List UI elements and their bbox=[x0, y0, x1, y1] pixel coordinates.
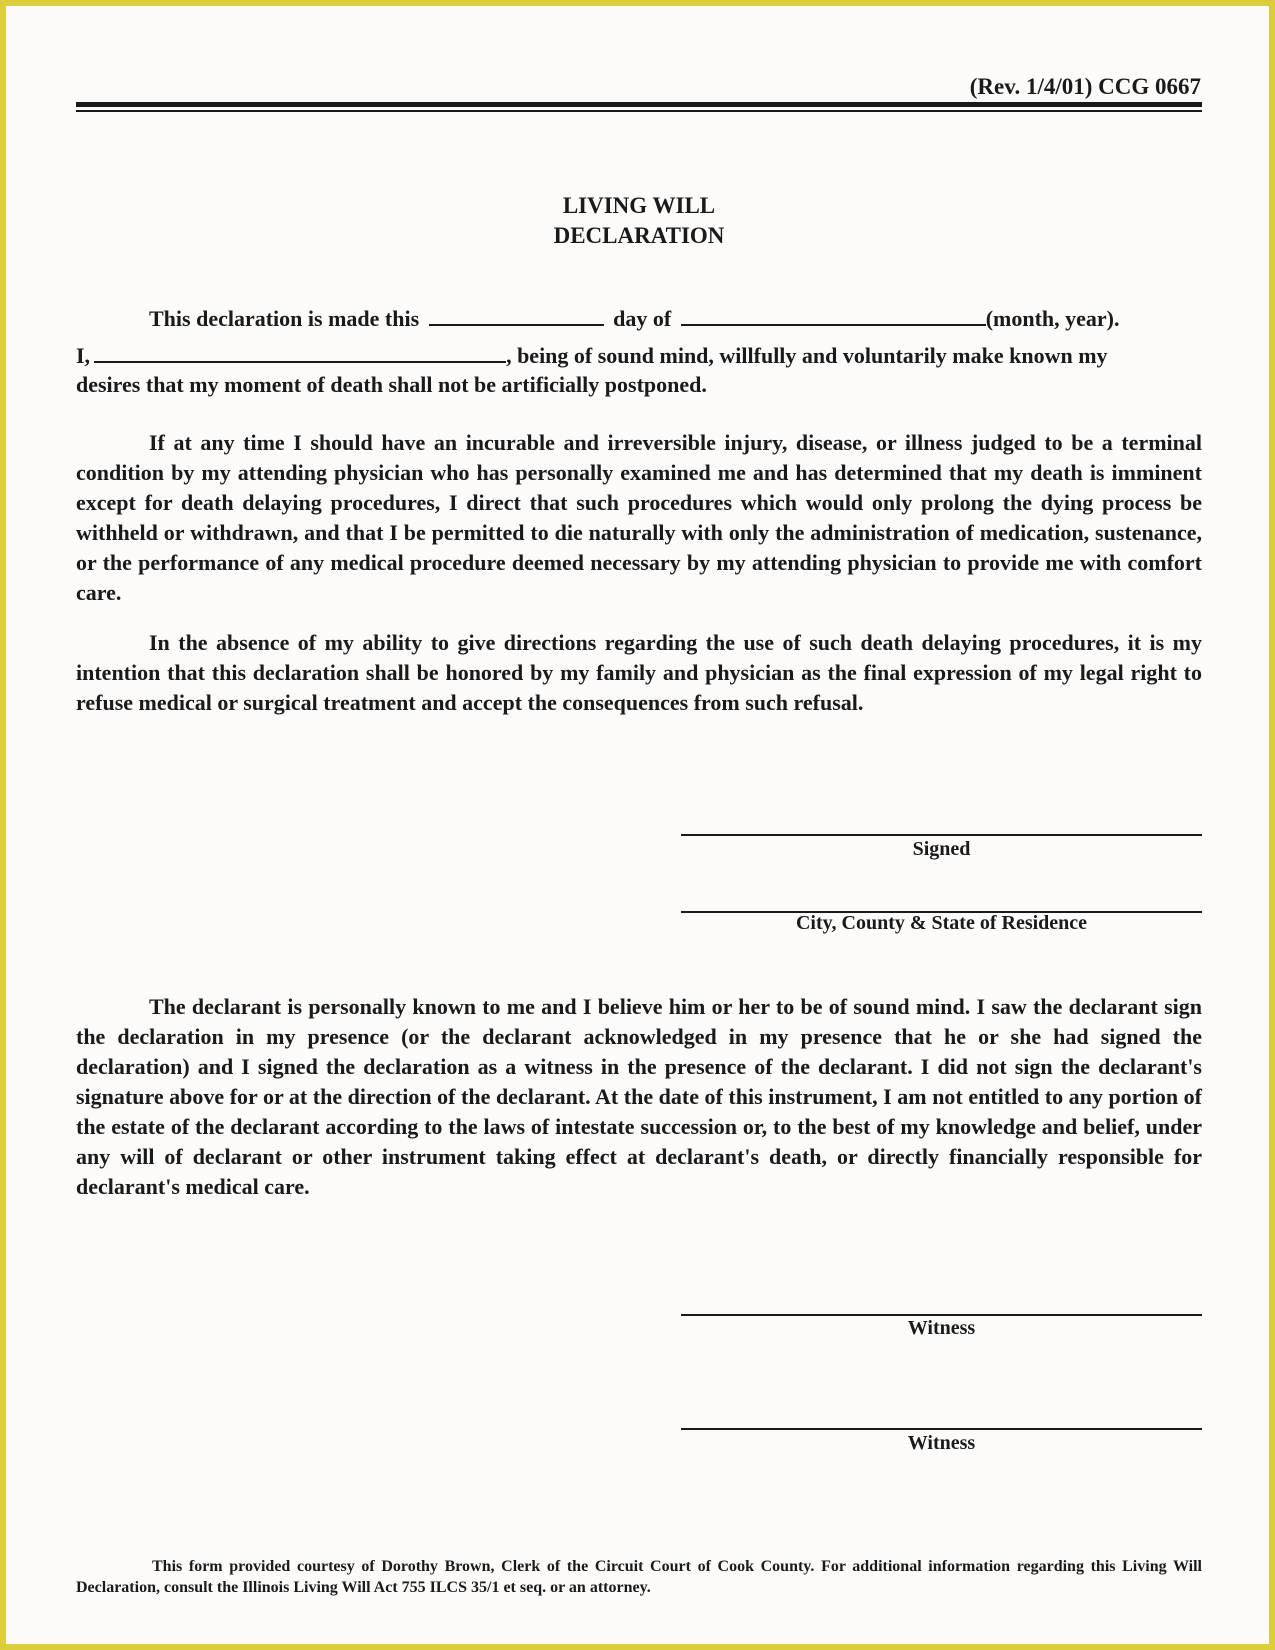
paragraph-witness-statement bbox=[76, 992, 1202, 1202]
declarant-name-blank-field[interactable] bbox=[94, 341, 506, 363]
declaration-intro: This declaration is made this bbox=[149, 306, 420, 331]
witness-2-label: Witness bbox=[907, 1432, 976, 1454]
paragraph-text: In the absence of my ability to give directions regarding the use of such death delaying procedures, it is my intention that this declaration shall be honored by my family and physician as the final expression of my legal right to refuse medical or surgical treatment and accept the consequences from such refusal. bbox=[76, 630, 1202, 715]
title-line-2: DECLARATION bbox=[553, 223, 725, 248]
document-title bbox=[76, 191, 1202, 251]
declaration-date-line bbox=[76, 304, 1202, 332]
header-rule-thin bbox=[76, 110, 1202, 112]
footer-text: This form provided courtesy of Dorothy Brown, Clerk of the Circuit Court of Cook County. For additional information regarding this Living Will Declaration, consult the Illinois Living Will Act 755 ILCS 35/1 et seq. or an attorney. bbox=[76, 1558, 1202, 1596]
revision-code: (Rev. 1/4/01) CCG 0667 bbox=[969, 74, 1201, 99]
declarant-statement: , being of sound mind, willfully and voluntarily make known my bbox=[506, 343, 1108, 368]
signed-label: Signed bbox=[912, 838, 971, 860]
paragraph-absence bbox=[76, 628, 1202, 718]
title-line-1: LIVING WILL bbox=[562, 193, 716, 218]
residence-label: City, County & State of Residence bbox=[795, 912, 1088, 934]
declaration-name-line bbox=[76, 341, 1202, 369]
month-year-blank-field[interactable] bbox=[681, 304, 986, 326]
paragraph-text: The declarant is personally known to me and I believe him or her to be of sound mind. I saw the declarant sign the declaration in my presence (or the declarant acknowledged in my presence that he or she had signed the declaration) and I signed the declaration as a witness in the presence of the declarant. I did not sign the declarant's signature above for or at the direction of the declarant. At the date of this instrument, I am not entitled to any portion of the estate of the declarant according to the laws of intestate succession or, to the best of my knowledge and belief, under any will of declarant or other instrument taking effect at declarant's death, or directly financially responsible for declarant's medical care. bbox=[76, 994, 1202, 1199]
signature-line[interactable] bbox=[681, 834, 1202, 836]
header-rule-thick bbox=[76, 102, 1202, 107]
day-of-label: day of bbox=[613, 306, 672, 331]
document-page bbox=[6, 6, 1269, 1644]
witness-2-line[interactable] bbox=[681, 1428, 1202, 1430]
paragraph-terminal-condition bbox=[76, 428, 1202, 608]
declaration-desire-line: desires that my moment of death shall not be artificially postponed. bbox=[76, 372, 707, 397]
declarant-prefix: I, bbox=[76, 343, 91, 368]
witness-1-label: Witness bbox=[907, 1317, 976, 1339]
footer-note bbox=[76, 1556, 1202, 1598]
paragraph-text: If at any time I should have an incurable and irreversible injury, disease, or illness judged to be a terminal condition by my attending physician who has personally examined me and has determined that my death is imminent except for death delaying procedures, I direct that such procedures which would only prolong the dying process be withheld or withdrawn, and that I be permitted to die naturally with only the administration of medication, sustenance, or the performance of any medical procedure deemed necessary by my attending physician to provide me with comfort care. bbox=[76, 430, 1202, 605]
day-blank-field[interactable] bbox=[429, 304, 604, 326]
witness-1-line[interactable] bbox=[681, 1314, 1202, 1316]
month-year-label: (month, year). bbox=[985, 306, 1120, 331]
